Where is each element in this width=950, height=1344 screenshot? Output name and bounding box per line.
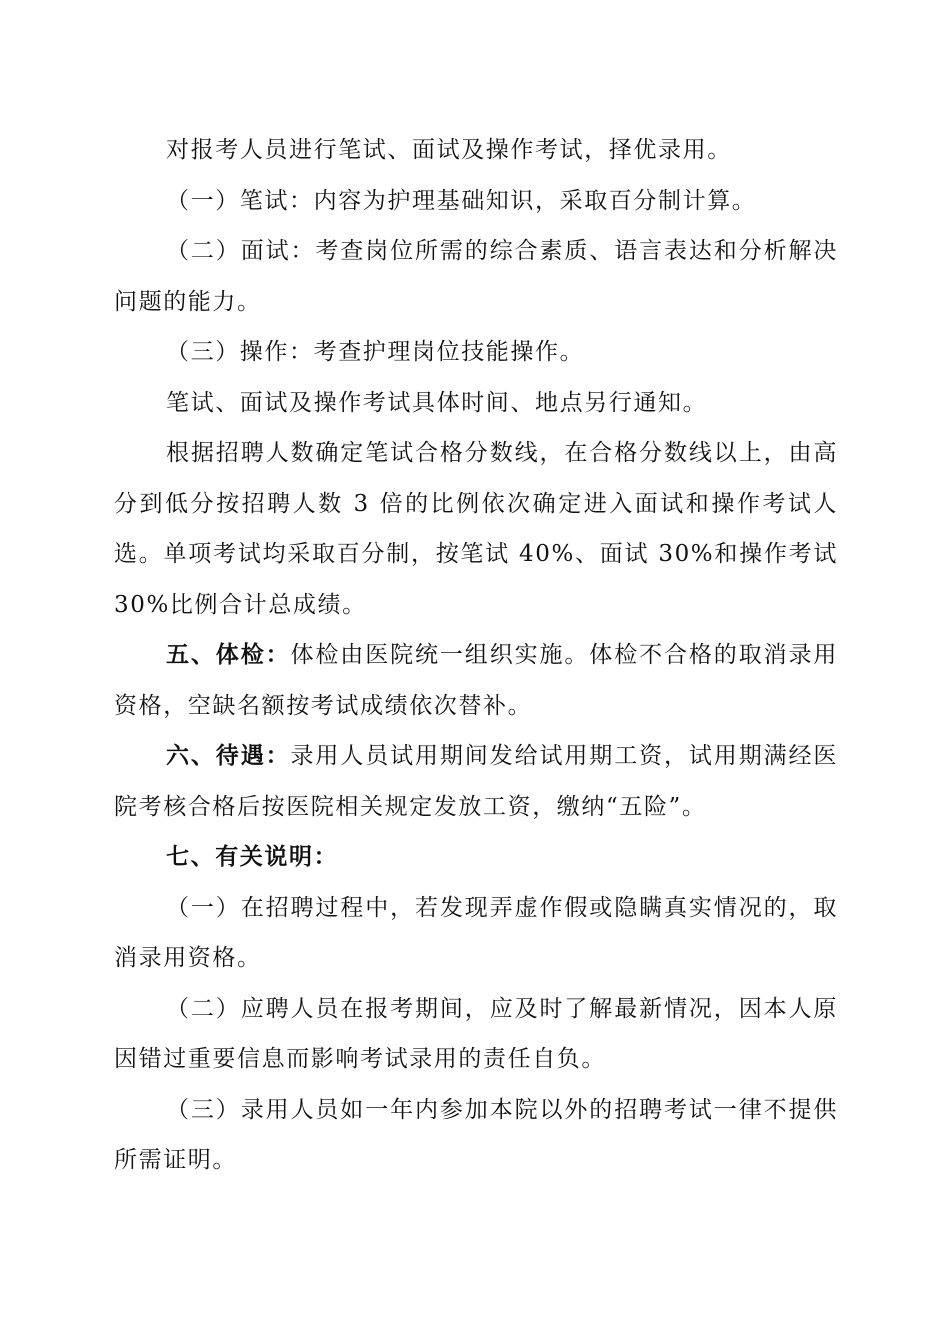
section-heading: 五、体检： [166, 641, 291, 668]
paragraph-text: （三）录用人员如一年内参加本院以外的招聘考试一律不提供所需证明。 [114, 1096, 838, 1173]
paragraph-interview [114, 226, 838, 327]
paragraph-text: 录用人员试用期间发给试用期工资，试用期满经医院考核合格后按医院相关规定发放工资，缴纳“五险”。 [114, 743, 838, 820]
paragraph-notes-heading [114, 832, 838, 883]
paragraph-physical-exam [114, 630, 838, 731]
paragraph-scoring [114, 428, 838, 630]
paragraph-written-exam [114, 176, 838, 227]
paragraph-text: 笔试、面试及操作考试具体时间、地点另行通知。 [166, 389, 708, 416]
section-heading: 七、有关说明： [166, 843, 339, 870]
paragraph-text: （二）面试：考查岗位所需的综合素质、语言表达和分析解决问题的能力。 [114, 238, 838, 315]
paragraph-text: （二）应聘人员在报考期间，应及时了解最新情况，因本人原因错过重要信息而影响考试录用的责任自负。 [114, 995, 838, 1072]
section-heading: 六、待遇： [166, 742, 291, 769]
paragraph-text: （三）操作：考查护理岗位技能操作。 [166, 339, 585, 365]
paragraph-exam-notice [114, 378, 838, 429]
paragraph-text: （一）笔试：内容为护理基础知识，采取百分制计算。 [166, 187, 757, 214]
paragraph-exam-method [114, 125, 838, 176]
paragraph-note-2 [114, 984, 838, 1085]
paragraph-note-3 [114, 1085, 838, 1186]
paragraph-text: （一）在招聘过程中，若发现弄虚作假或隐瞒真实情况的，取消录用资格。 [114, 894, 838, 971]
paragraph-text: 对报考人员进行笔试、面试及操作考试，择优录用。 [166, 137, 732, 163]
document-body [114, 125, 838, 1186]
paragraph-text: 根据招聘人数确定笔试合格分数线，在合格分数线以上，由高分到低分按招聘人数 3 倍的比例依次确定进入面试和操作考试人选。单项考试均采取百分制，按笔试 40%、面试 30%和操作考试 30%比例合计总成绩。 [114, 440, 838, 618]
paragraph-text: 体检由医院统一组织实施。体检不合格的取消录用资格，空缺名额按考试成绩依次替补。 [114, 642, 838, 719]
paragraph-benefits [114, 731, 838, 832]
paragraph-practical-exam [114, 327, 838, 378]
paragraph-note-1 [114, 883, 838, 984]
